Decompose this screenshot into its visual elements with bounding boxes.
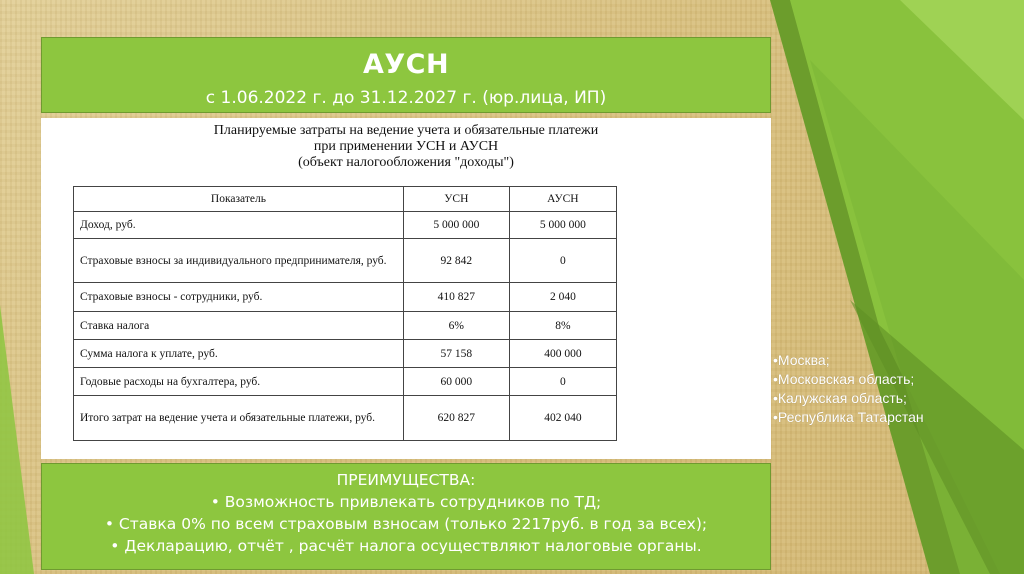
regions-list <box>773 351 924 427</box>
table-row <box>74 283 617 312</box>
table-cell: 0 <box>509 239 616 283</box>
table-cell: Доход, руб. <box>74 212 404 239</box>
table-row <box>74 312 617 340</box>
table-cell: 57 158 <box>403 340 509 368</box>
table-cell: Страховые взносы - сотрудники, руб. <box>74 283 404 312</box>
document-image <box>41 118 771 459</box>
table-cell: 8% <box>509 312 616 340</box>
table-cell: Итого затрат на ведение учета и обязательные платежи, руб. <box>74 396 404 441</box>
region-item: •Москва; <box>773 352 830 368</box>
page-subtitle: с 1.06.2022 г. до 31.12.2027 г. (юр.лица, ИП) <box>205 88 607 108</box>
table-cell: 0 <box>509 368 616 396</box>
column-header: УСН <box>403 187 509 212</box>
table-cell: 5 000 000 <box>509 212 616 239</box>
table-row <box>74 239 617 283</box>
table-cell: Ставка налога <box>74 312 404 340</box>
advantages-panel <box>41 463 771 570</box>
document-title-line: (объект налогообложения "доходы") <box>298 155 514 170</box>
table-cell: 402 040 <box>509 396 616 441</box>
table-cell: 6% <box>403 312 509 340</box>
table-cell: Годовые расходы на бухгалтера, руб. <box>74 368 404 396</box>
table-cell: Страховые взносы за индивидуального предпринимателя, руб. <box>74 239 404 283</box>
cost-comparison-table <box>73 186 617 441</box>
table-row <box>74 396 617 441</box>
region-item: •Калужская область; <box>773 390 907 406</box>
table-cell: 2 040 <box>509 283 616 312</box>
table-cell: 410 827 <box>403 283 509 312</box>
table-cell: Сумма налога к уплате, руб. <box>74 340 404 368</box>
table-cell: 60 000 <box>403 368 509 396</box>
document-title <box>41 123 771 171</box>
advantages-heading: ПРЕИМУЩЕСТВА: <box>336 471 476 489</box>
advantage-item: • Декларацию, отчёт , расчёт налога осуществляют налоговые органы. <box>110 537 702 555</box>
document-title-line: Планируемые затраты на ведение учета и обязательные платежи <box>213 123 599 138</box>
table-cell: 5 000 000 <box>403 212 509 239</box>
table-header-row <box>74 187 617 212</box>
table-cell: 620 827 <box>403 396 509 441</box>
table-cell: 400 000 <box>509 340 616 368</box>
table-row <box>74 368 617 396</box>
advantage-item: • Возможность привлекать сотрудников по ТД; <box>210 493 602 511</box>
table-row <box>74 340 617 368</box>
left-green-triangle <box>0 305 34 574</box>
column-header: АУСН <box>509 187 616 212</box>
title-panel <box>41 37 771 113</box>
table-row <box>74 212 617 239</box>
document-title-line: при применении УСН и АУСН <box>313 139 499 154</box>
column-header: Показатель <box>74 187 404 212</box>
table-cell: 92 842 <box>403 239 509 283</box>
region-item: •Республика Татарстан <box>773 409 924 425</box>
region-item: •Московская область; <box>773 371 915 387</box>
advantage-item: • Ставка 0% по всем страховым взносам (только 2217руб. в год за всех); <box>104 515 708 533</box>
page-title: АУСН <box>362 49 450 80</box>
